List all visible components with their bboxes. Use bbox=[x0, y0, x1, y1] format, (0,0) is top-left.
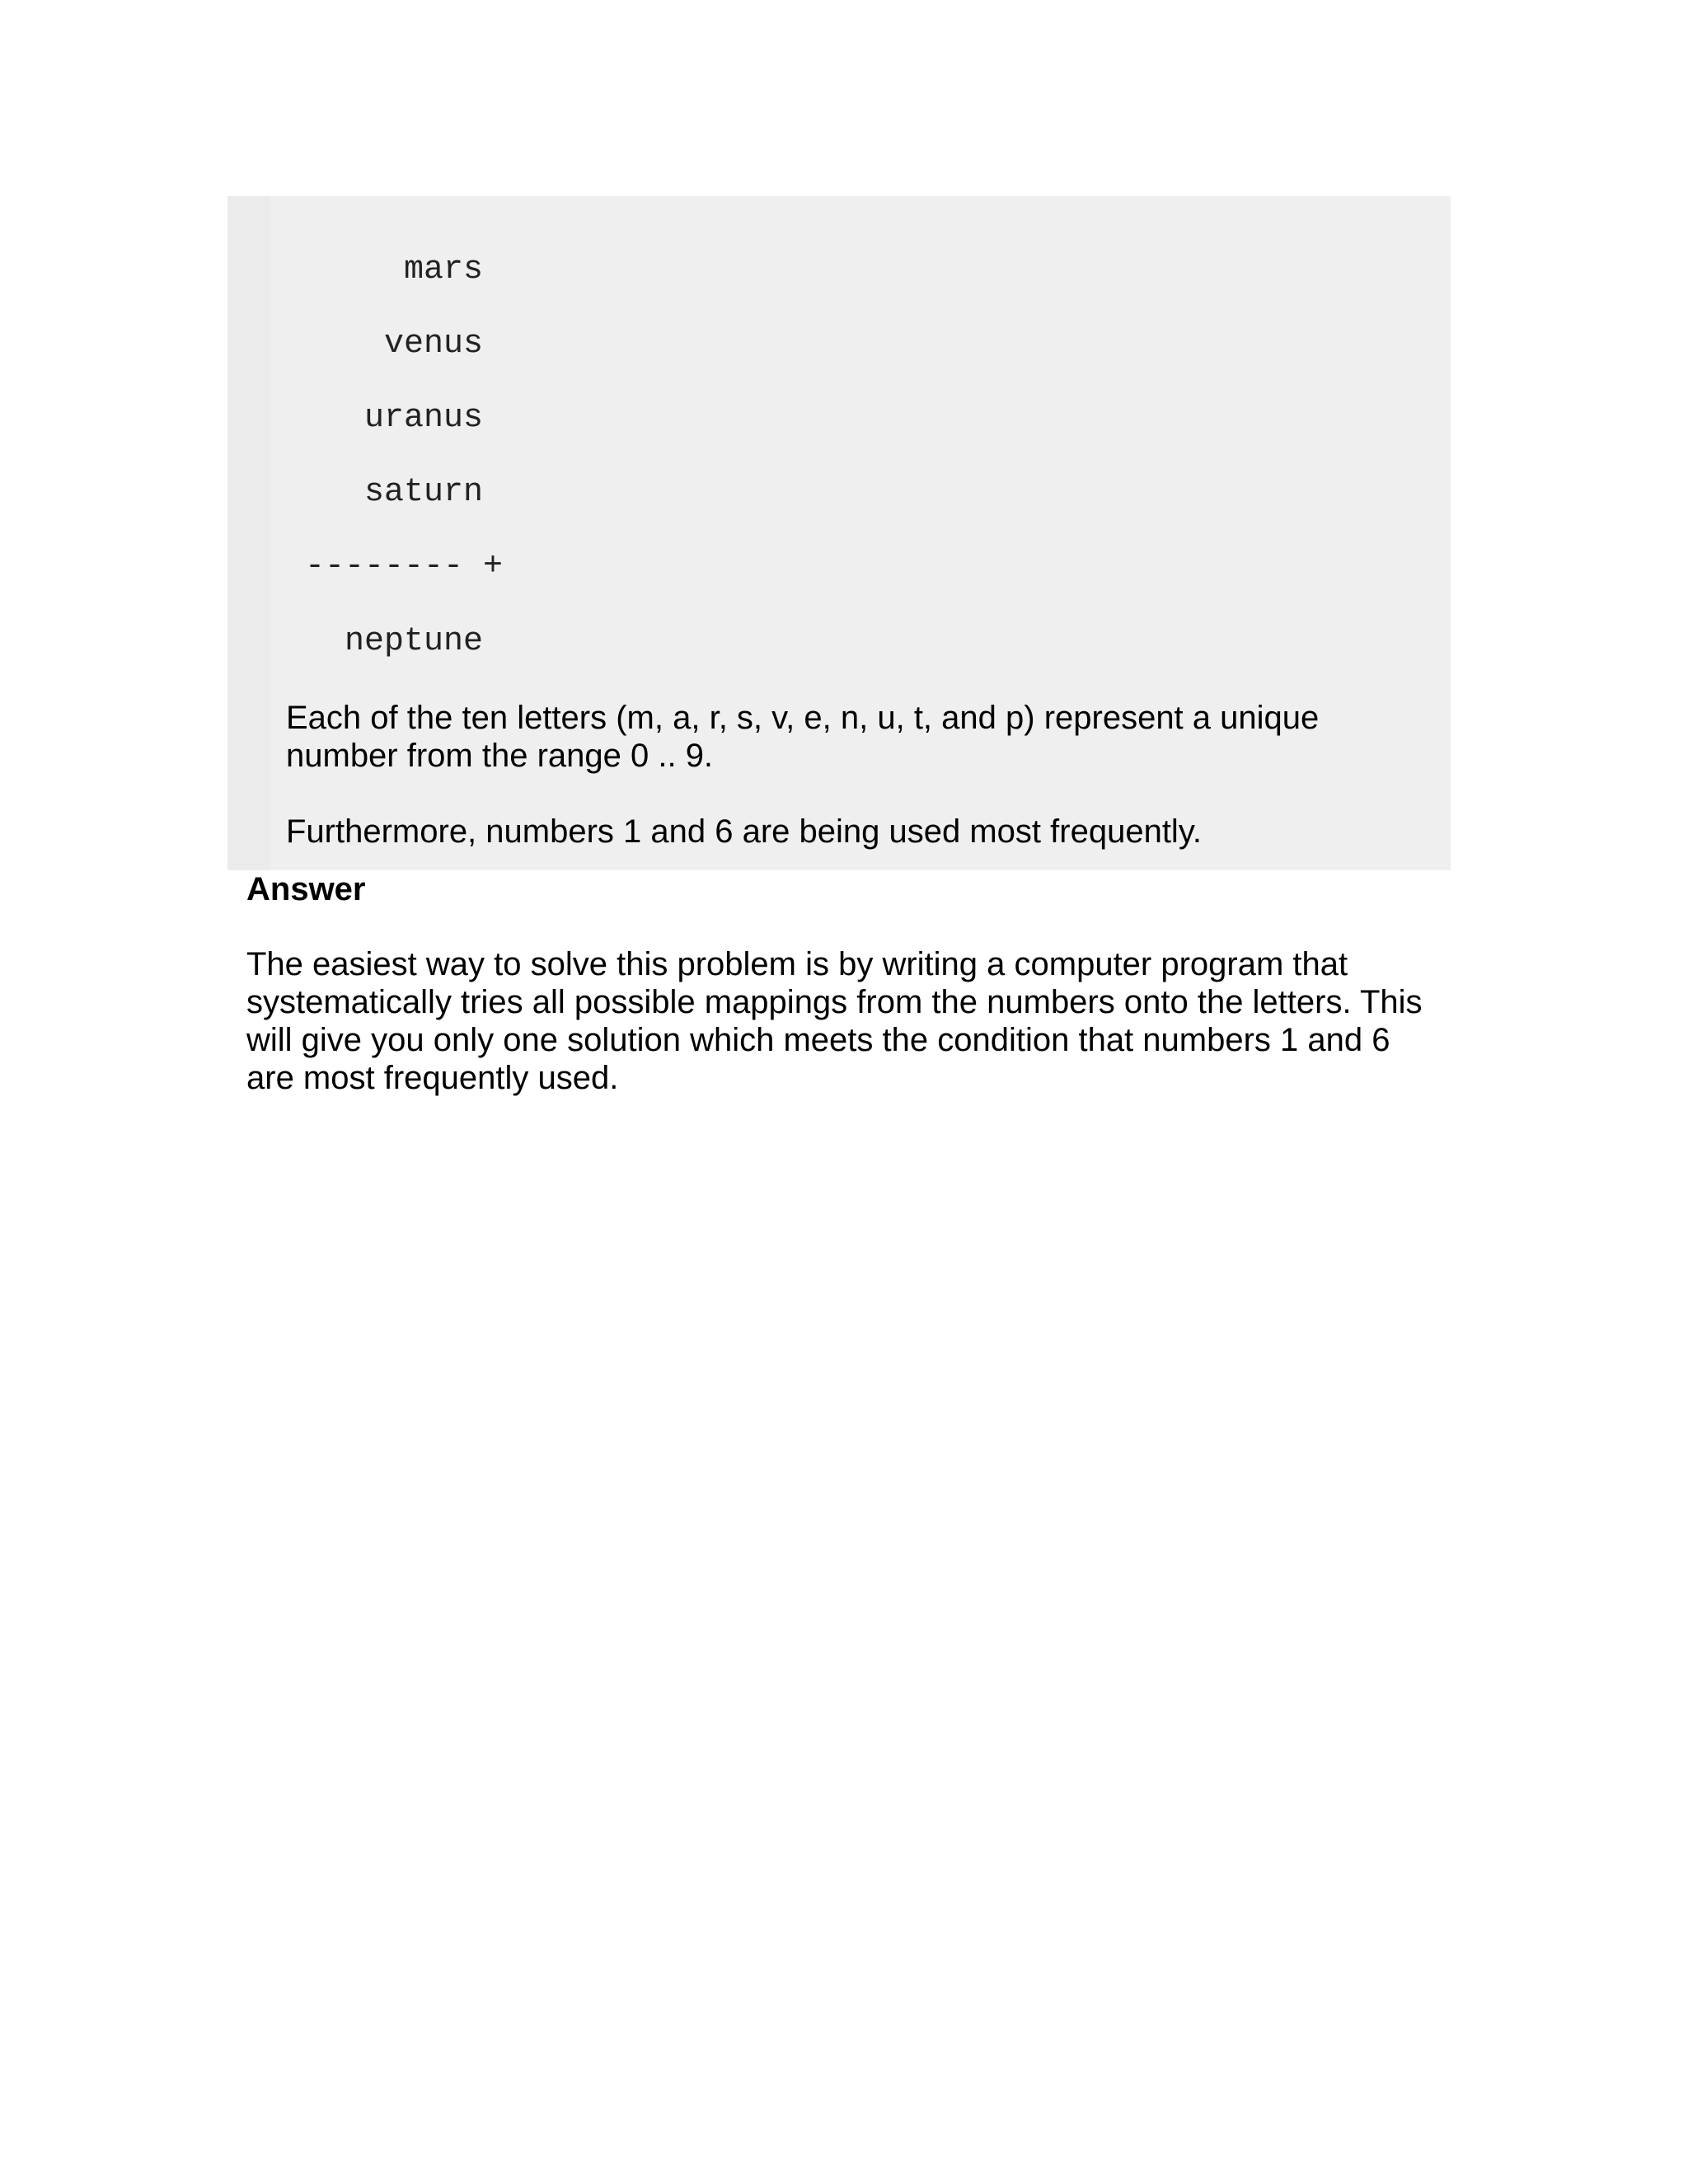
answer-text: The easiest way to solve this problem is by writing a computer program that systematically tries all possible mappings from the numbers onto the letters. This will give you only one solution which meets the condition that numbers 1 and 6 are most frequently used. bbox=[246, 946, 1423, 1096]
addend-line-uranus: uranus bbox=[305, 400, 484, 437]
answer-heading: Answer bbox=[246, 871, 366, 907]
puzzle-rule-text: Each of the ten letters (m, a, r, s, v, e, n, u, t, and p) represent a unique number from the range 0 .. 9. bbox=[286, 700, 1320, 774]
addend-line-saturn: saturn bbox=[305, 474, 484, 511]
addend-line-venus: venus bbox=[305, 326, 484, 363]
puzzle-frequency-text: Furthermore, numbers 1 and 6 are being used most frequently. bbox=[286, 813, 1202, 850]
sum-line-neptune: neptune bbox=[305, 623, 484, 660]
addend-line-mars: mars bbox=[305, 251, 484, 288]
sum-divider-line: -------- + bbox=[305, 548, 504, 585]
quote-left-rule bbox=[227, 196, 270, 870]
